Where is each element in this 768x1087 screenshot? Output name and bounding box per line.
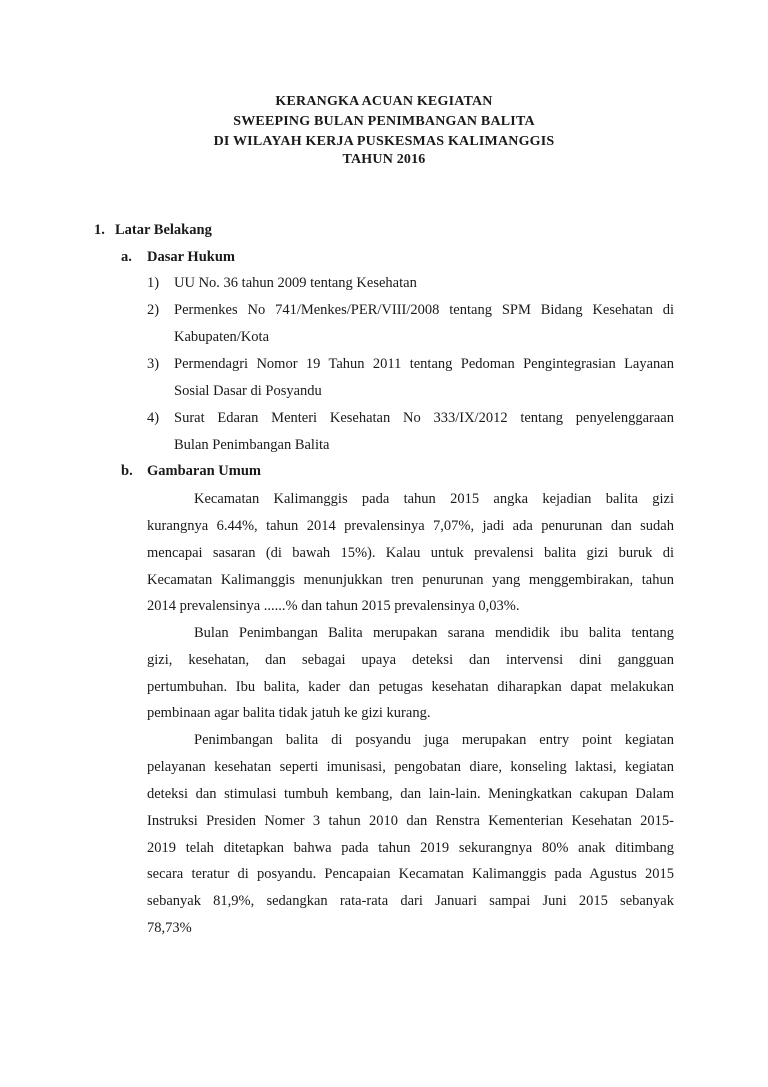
paragraph-line: pelayanan kesehatan seperti imunisasi, pengobatan diare, konseling laktasi, kegiatan (147, 759, 674, 775)
list-item-text: Surat Edaran Menteri Kesehatan No 333/IX/2012 tentang penyelenggaraan (174, 410, 674, 426)
list-item-text: UU No. 36 tahun 2009 tentang Kesehatan (174, 275, 417, 291)
paragraph-line: sebanyak 81,9%, sedangkan rata-rata dari Januari sampai Juni 2015 sebanyak (147, 893, 674, 909)
title-line-4: TAHUN 2016 (342, 152, 426, 167)
paragraph-line: 2019 telah ditetapkan bahwa pada tahun 2019 sekurangnya 80% anak ditimbang (147, 840, 674, 856)
paragraph-line: secara teratur di posyandu. Pencapaian Kecamatan Kalimanggis pada Agustus 2015 (147, 866, 674, 882)
list-item-number: 4) (147, 410, 160, 426)
paragraph-line: pembinaan agar balita tidak jatuh ke gizi kurang. (147, 705, 431, 721)
section-number: 1. (94, 222, 105, 238)
sub-a-heading: Dasar Hukum (147, 249, 235, 265)
paragraph-line: 78,73% (147, 920, 192, 936)
list-item-text: Permendagri Nomor 19 Tahun 2011 tentang Pedoman Pengintegrasian Layanan (174, 356, 674, 372)
title-line-2: SWEEPING BULAN PENIMBANGAN BALITA (233, 114, 535, 129)
title-line-3: DI WILAYAH KERJA PUSKESMAS KALIMANGGIS (213, 134, 555, 149)
list-item-number: 2) (147, 302, 160, 318)
paragraph-line: Bulan Penimbangan Balita merupakan sarana mendidik ibu balita tentang (194, 625, 674, 641)
list-item-number: 3) (147, 356, 160, 372)
paragraph-line: kurangnya 6.44%, tahun 2014 prevalensinya 7,07%, jadi ada penurunan dan sudah (147, 518, 674, 534)
sub-b-marker: b. (121, 463, 133, 479)
paragraph-line: deteksi dan stimulasi tumbuh kembang, dan lain-lain. Meningkatkan cakupan Dalam (147, 786, 674, 802)
section-heading: Latar Belakang (115, 222, 212, 238)
paragraph-line: Kecamatan Kalimanggis menunjukkan tren penurunan yang menggembirakan, tahun (147, 572, 674, 588)
list-item-text-cont: Kabupaten/Kota (174, 329, 270, 345)
paragraph-line: 2014 prevalensinya ......% dan tahun 2015 prevalensinya 0,03%. (147, 598, 520, 614)
sub-a-marker: a. (121, 249, 132, 265)
paragraph-line: gizi, kesehatan, dan sebagai upaya deteksi dan intervensi dini gangguan (147, 652, 674, 668)
list-item-text: Permenkes No 741/Menkes/PER/VIII/2008 tentang SPM Bidang Kesehatan di (174, 302, 674, 318)
paragraph-line: Kecamatan Kalimanggis pada tahun 2015 angka kejadian balita gizi (194, 491, 674, 507)
list-item-text-cont: Bulan Penimbangan Balita (174, 437, 330, 453)
list-item-number: 1) (147, 275, 160, 291)
list-item-text-cont: Sosial Dasar di Posyandu (174, 383, 322, 399)
paragraph-line: Instruksi Presiden Nomer 3 tahun 2010 dan Renstra Kementerian Kesehatan 2015- (147, 813, 674, 829)
paragraph-line: mencapai sasaran (di bawah 15%). Kalau untuk prevalensi balita gizi buruk di (147, 545, 674, 561)
paragraph-line: pertumbuhan. Ibu balita, kader dan petugas kesehatan diharapkan dapat melakukan (147, 679, 674, 695)
sub-b-heading: Gambaran Umum (147, 463, 261, 479)
paragraph-line: Penimbangan balita di posyandu juga merupakan entry point kegiatan (194, 732, 674, 748)
title-line-1: KERANGKA ACUAN KEGIATAN (275, 94, 493, 109)
